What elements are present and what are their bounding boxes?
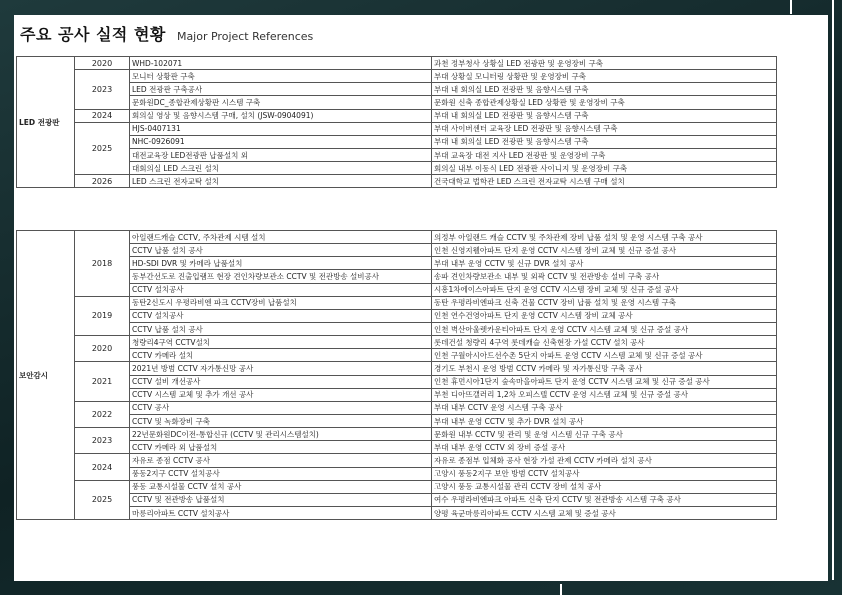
project-name-cell: 모니터 상황판 구축	[130, 70, 432, 83]
table-row	[17, 401, 777, 414]
year-cell: 2023	[75, 428, 130, 454]
project-description-cell: 부천 디아뜨갤러리 1,2차 오피스텔 CCTV 운영 시스템 교체 및 신규 증설 공사	[432, 388, 777, 401]
project-description-cell: 부대 교육장 대전 지사 LED 전광판 및 운영장비 구축	[432, 148, 777, 161]
year-cell: 2025	[75, 480, 130, 519]
table-row	[17, 231, 777, 244]
table-row	[17, 493, 777, 506]
year-cell: 2022	[75, 401, 130, 427]
table-row	[17, 362, 777, 375]
project-name-cell: CCTV 설비 개선공사	[130, 375, 432, 388]
table-row	[17, 109, 777, 122]
reference-table-security	[16, 230, 777, 520]
project-description-cell: 회의실 내부 이동식 LED 전광판 사이니지 및 운영장비 구축	[432, 162, 777, 175]
table-row	[17, 148, 777, 161]
table-row	[17, 375, 777, 388]
year-cell: 2020	[75, 336, 130, 362]
project-name-cell: CCTV 카메라 외 납품설치	[130, 441, 432, 454]
project-description-cell: 문화원 내부 CCTV 및 관리 및 운영 시스템 신규 구축 공사	[432, 428, 777, 441]
project-description-cell: 인천 연수건영아파트 단지 운영 CCTV 시스템 장비 교체 공사	[432, 309, 777, 322]
table-row	[17, 296, 777, 309]
project-description-cell: 동탄 우평라비엔파크 신축 건물 CCTV 장비 납품 설치 및 운영 시스템 구축	[432, 296, 777, 309]
year-cell: 2019	[75, 296, 130, 335]
project-description-cell: 인천 휴먼시아1단지 숲속마을아파트 단지 운영 CCTV 시스템 교체 및 신규 증설 공사	[432, 375, 777, 388]
project-description-cell: 고양시 풍동2지구 보안 방범 CCTV 설치공사	[432, 467, 777, 480]
project-name-cell: 마릉리아파트 CCTV 설치공사	[130, 506, 432, 519]
table-row	[17, 336, 777, 349]
frame-line-bottom	[560, 584, 562, 595]
frame-line-top	[790, 0, 792, 14]
project-name-cell: CCTV 납품 설치 공사	[130, 322, 432, 335]
year-cell: 2021	[75, 362, 130, 401]
table-row	[17, 441, 777, 454]
category-label: LED 전광판	[17, 57, 75, 188]
project-description-cell: 시흥1차에이스아파트 단지 운영 CCTV 시스템 장비 교체 및 신규 증설 공사	[432, 283, 777, 296]
project-name-cell: CCTV 설치공사	[130, 309, 432, 322]
table-row	[17, 349, 777, 362]
table-row	[17, 135, 777, 148]
project-name-cell: HJS-0407131	[130, 122, 432, 135]
project-description-cell: 롯데건설 청량리 4구역 롯데캐슬 신축현장 가설 CCTV 설치 공사	[432, 336, 777, 349]
project-description-cell: 고양시 풍동 교통시설물 관리 CCTV 장비 설치 공사	[432, 480, 777, 493]
reference-table-led	[16, 56, 777, 188]
project-name-cell: 대전교육장 LED전광판 납품설치 외	[130, 148, 432, 161]
table-row	[17, 57, 777, 70]
project-name-cell: NHC-0926091	[130, 135, 432, 148]
table-row	[17, 428, 777, 441]
project-name-cell: HD-SDI DVR 및 카메라 납품설치	[130, 257, 432, 270]
table-row	[17, 83, 777, 96]
page-title-korean: 주요 공사 실적 현황	[20, 25, 166, 44]
category-label: 보안감시	[17, 231, 75, 520]
project-name-cell: 2021년 방범 CCTV 자가통신망 공사	[130, 362, 432, 375]
project-description-cell: 문화원 신축 종합관제상황실 LED 상황판 및 운영장비 구축	[432, 96, 777, 109]
project-name-cell: CCTV 및 녹화장비 구축	[130, 414, 432, 427]
year-cell: 2018	[75, 231, 130, 297]
project-description-cell: 인천 벽산아울렛카운티아파트 단지 운영 CCTV 시스템 교체 및 신규 증설 공사	[432, 322, 777, 335]
project-description-cell: 부대 내 회의실 LED 전광판 및 음향시스템 구축	[432, 135, 777, 148]
project-name-cell: 청량리4구역 CCTV설치	[130, 336, 432, 349]
project-name-cell: 아일랜드캐슬 CCTV, 주차관제 시템 설치	[130, 231, 432, 244]
project-name-cell: CCTV 시스템 교체 및 추가 개선 공사	[130, 388, 432, 401]
table-row	[17, 283, 777, 296]
project-description-cell: 부대 사이버센터 교육장 LED 전광판 및 음향시스템 구축	[432, 122, 777, 135]
project-description-cell: 과천 정부청사 상황실 LED 전광판 및 운영장비 구축	[432, 57, 777, 70]
project-description-cell: 부대 내부 운영 CCTV 및 신규 DVR 설치 공사	[432, 257, 777, 270]
table-row	[17, 122, 777, 135]
project-description-cell: 부대 내 회의실 LED 전광판 및 음향시스템 구축	[432, 109, 777, 122]
project-name-cell: 회의실 영상 및 음향시스템 구매, 설치 (JSW-0904091)	[130, 109, 432, 122]
page-title-english: Major Project References	[176, 30, 314, 43]
project-description-cell: 경기도 부천시 운영 방범 CCTV 카메라 및 자가통신망 구축 공사	[432, 362, 777, 375]
page-title	[20, 22, 313, 45]
year-cell: 2020	[75, 57, 130, 70]
project-description-cell: 양평 육군마릉리아파트 CCTV 시스템 교체 및 증설 공사	[432, 506, 777, 519]
table-row	[17, 322, 777, 335]
project-description-cell: 건국대학교 법학관 LED 스크린 전자교탁 시스템 구매 설치	[432, 175, 777, 188]
project-description-cell: 부대 내 회의실 LED 전광판 및 음향시스템 구축	[432, 83, 777, 96]
project-description-cell: 여수 우평라비엔파크 아파트 신축 단지 CCTV 및 전관방송 시스템 구축 공사	[432, 493, 777, 506]
project-name-cell: 자유로 종점 CCTV 공사	[130, 454, 432, 467]
project-description-cell: 부대 내부 운영 CCTV 외 장비 증설 공사	[432, 441, 777, 454]
table-row	[17, 162, 777, 175]
table-row	[17, 257, 777, 270]
project-name-cell: 동부간선도로 진출입램프 현장 견인차량보관소 CCTV 및 전관방송 설비공사	[130, 270, 432, 283]
year-cell: 2026	[75, 175, 130, 188]
project-name-cell: 동탄2신도시 우평라비엔 파크 CCTV장비 납품설치	[130, 296, 432, 309]
project-name-cell: 22년문화원DC이전-통합신규 (CCTV 및 관리시스템설치)	[130, 428, 432, 441]
project-name-cell: 대회의실 LED 스크린 설치	[130, 162, 432, 175]
frame-line-right	[832, 0, 834, 580]
project-name-cell: CCTV 납품 설치 공사	[130, 244, 432, 257]
project-description-cell: 인천 신영지웰아파트 단지 운영 CCTV 시스템 장비 교체 및 신규 증설 공사	[432, 244, 777, 257]
table-row	[17, 454, 777, 467]
project-name-cell: CCTV 공사	[130, 401, 432, 414]
project-description-cell: 부대 내부 운영 CCTV 및 추가 DVR 설치 공사	[432, 414, 777, 427]
year-cell: 2024	[75, 109, 130, 122]
table-row	[17, 96, 777, 109]
table-row	[17, 467, 777, 480]
project-name-cell: WHD-102071	[130, 57, 432, 70]
project-description-cell: 송파 견인차량보관소 내부 및 외곽 CCTV 및 전관방송 설비 구축 공사	[432, 270, 777, 283]
table-row	[17, 70, 777, 83]
table-row	[17, 244, 777, 257]
project-name-cell: 문화원DC_종합관제상황판 시스템 구축	[130, 96, 432, 109]
project-description-cell: 부대 내부 CCTV 운영 시스템 구축 공사	[432, 401, 777, 414]
table-row	[17, 175, 777, 188]
table-row	[17, 388, 777, 401]
year-cell: 2024	[75, 454, 130, 480]
table-row	[17, 506, 777, 519]
project-name-cell: 풍동2지구 CCTV 설치공사	[130, 467, 432, 480]
project-name-cell: CCTV 설치공사	[130, 283, 432, 296]
year-cell: 2023	[75, 70, 130, 109]
project-name-cell: LED 전광판 구축공사	[130, 83, 432, 96]
project-name-cell: 풍동 교통시설물 CCTV 설치 공사	[130, 480, 432, 493]
table-row	[17, 414, 777, 427]
project-description-cell: 자유로 종점부 입체화 공사 현장 가설 관제 CCTV 카메라 설치 공사	[432, 454, 777, 467]
table-row	[17, 270, 777, 283]
project-description-cell: 인천 구월아시아드선수촌 5단지 아파트 운영 CCTV 시스템 교체 및 신규 증설 공사	[432, 349, 777, 362]
project-name-cell: LED 스크린 전자교탁 설치	[130, 175, 432, 188]
project-name-cell: CCTV 카메라 설치	[130, 349, 432, 362]
table-row	[17, 309, 777, 322]
project-description-cell: 부대 상황실 모니터링 상황판 및 운영장비 구축	[432, 70, 777, 83]
project-name-cell: CCTV 및 전관방송 납품설치	[130, 493, 432, 506]
table-row	[17, 480, 777, 493]
year-cell: 2025	[75, 122, 130, 175]
project-description-cell: 의정부 아일랜드 캐슬 CCTV 및 주차관제 장비 납품 설치 및 운영 시스템 구축 공사	[432, 231, 777, 244]
